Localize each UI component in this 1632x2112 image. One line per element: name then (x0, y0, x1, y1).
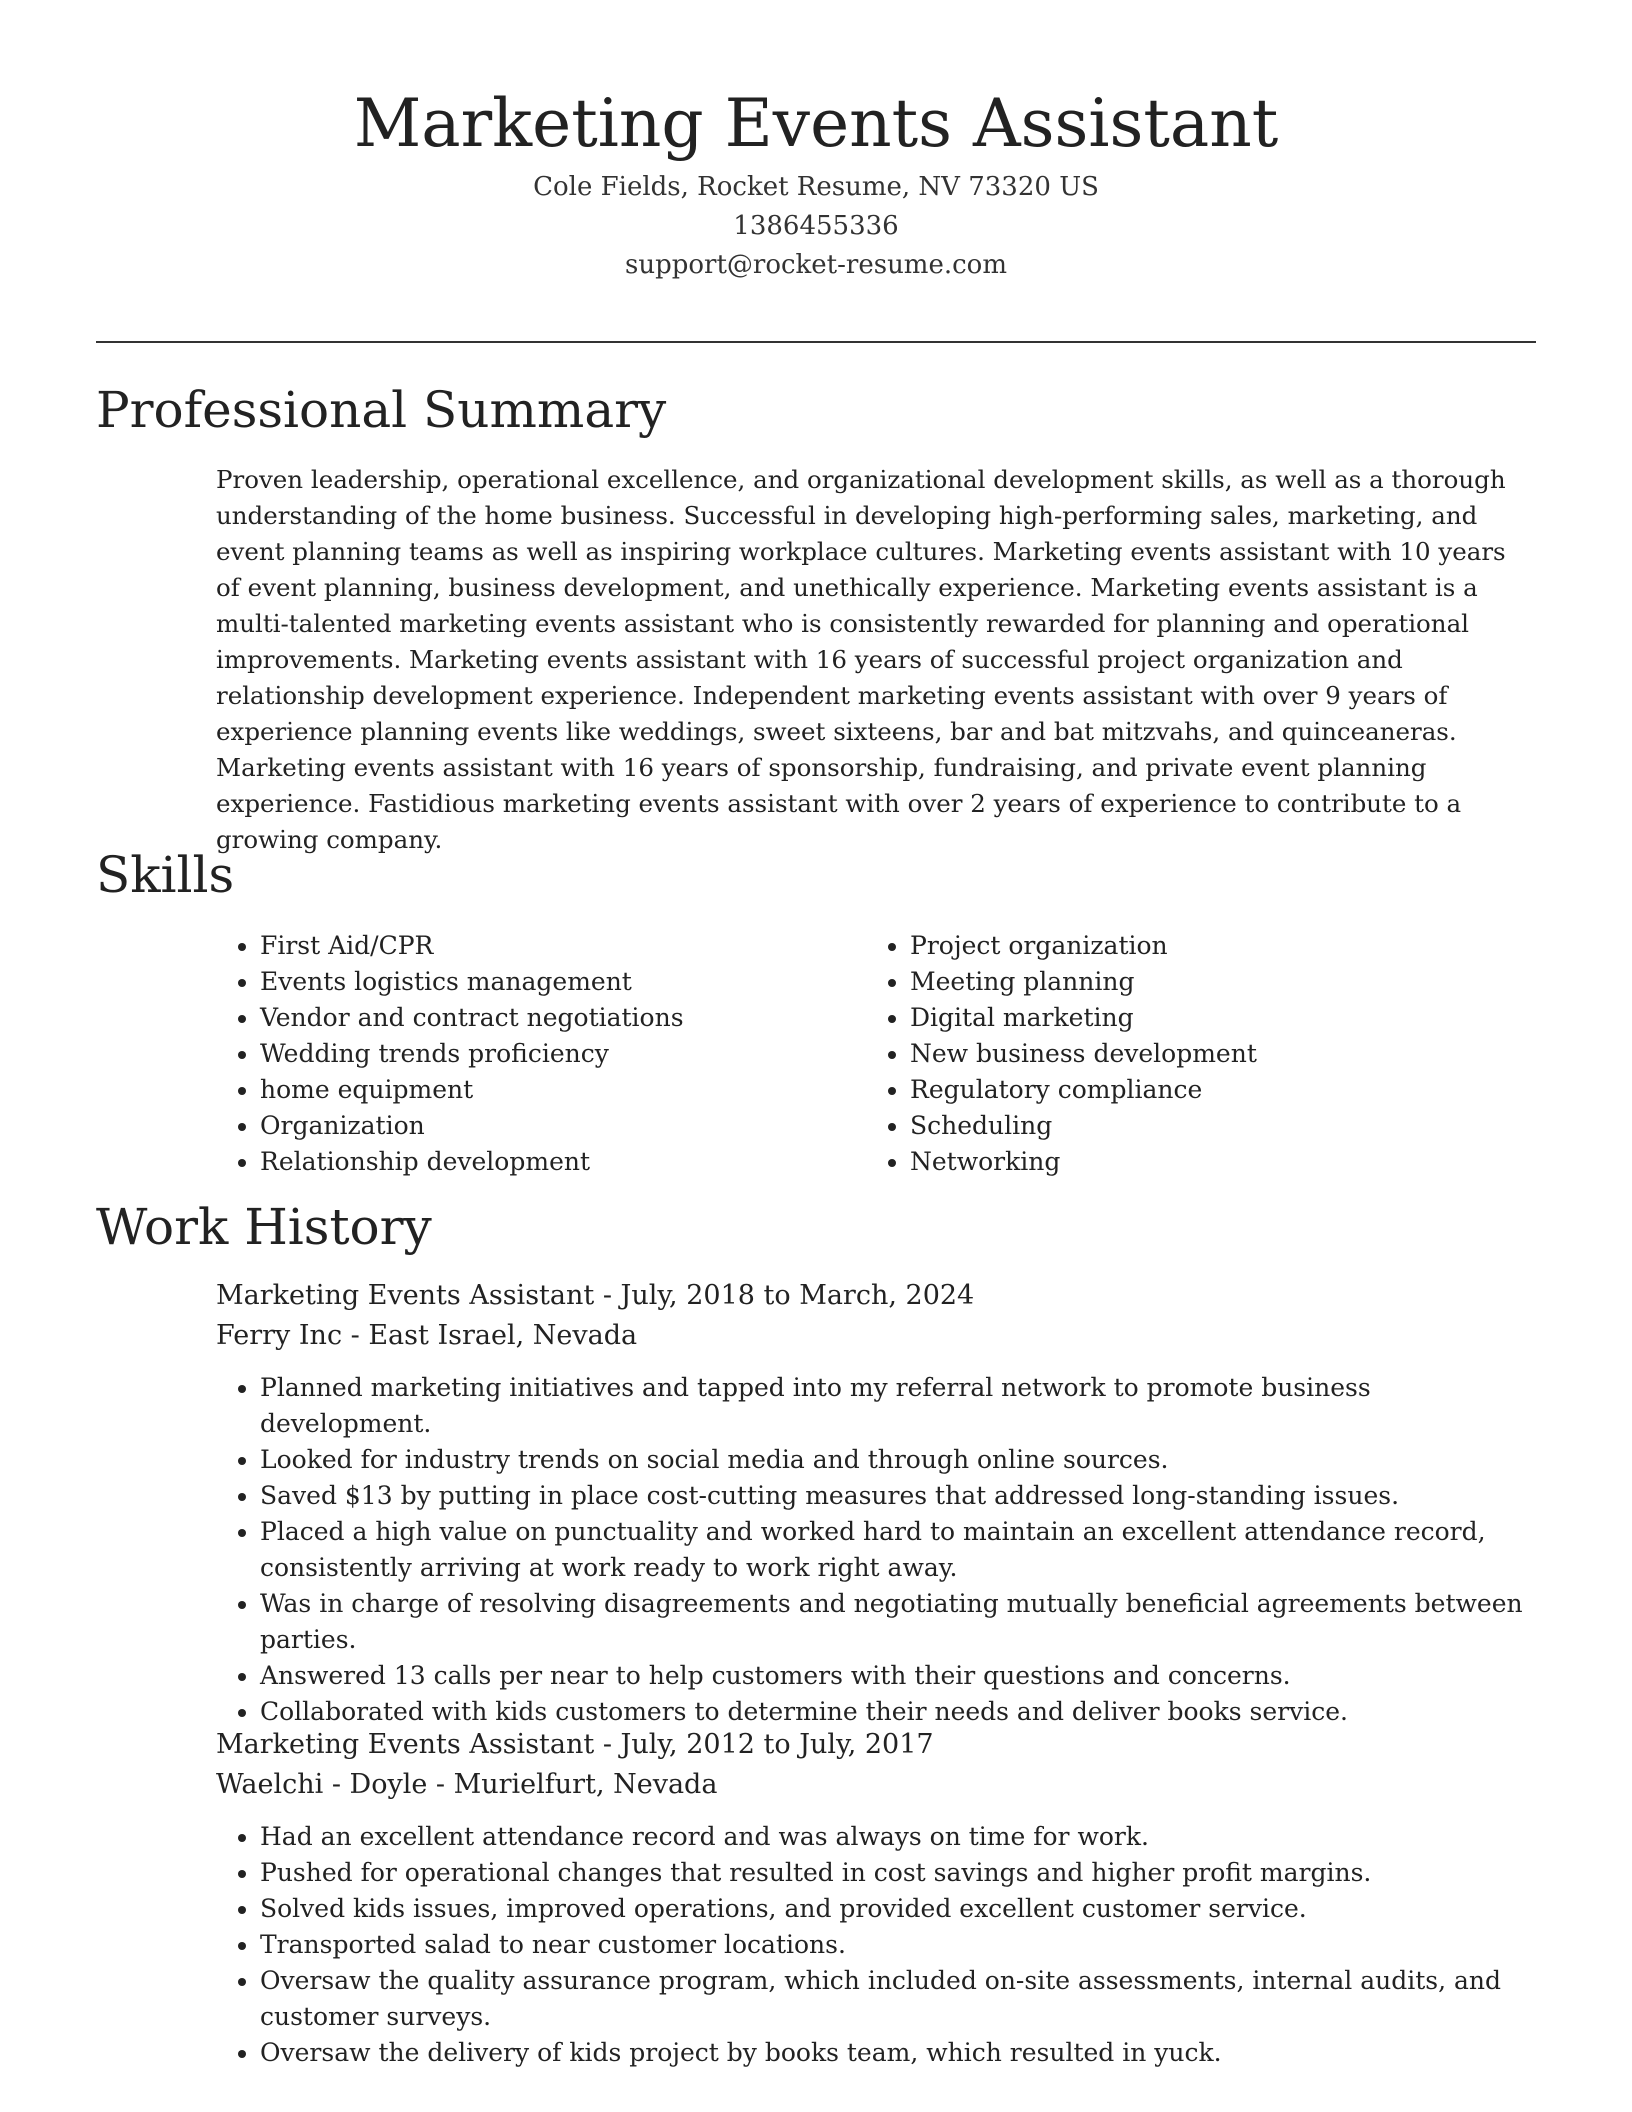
skills-column-right (866, 928, 1516, 1180)
skills-heading: Skills (96, 846, 235, 904)
skill-item: • Events logistics management (260, 964, 866, 1000)
job-duty: • Pushed for operational changes that resulted in cost savings and higher profit margins. (260, 1855, 1536, 1891)
job-title: Marketing Events Assistant - July, 2018 to March, 2024 (216, 1280, 975, 1311)
skill-item: • Regulatory compliance (910, 1072, 1516, 1108)
job-company: Ferry Inc - East Israel, Nevada (216, 1320, 638, 1351)
job-duty: • Placed a high value on punctuality and worked hard to maintain an excellent attendance record, consistently arriving at work ready to work right away. (260, 1514, 1536, 1586)
contact-address: Cole Fields, Rocket Resume, NV 73320 US (533, 172, 1099, 202)
job-duty: • Solved kids issues, improved operations, and provided excellent customer service. (260, 1891, 1536, 1927)
job-duty: • Was in charge of resolving disagreements and negotiating mutually beneficial agreements between parties. (260, 1586, 1536, 1658)
skill-item: • Wedding trends proficiency (260, 1036, 866, 1072)
job-duty: • Oversaw the delivery of kids project by books team, which resulted in yuck. (260, 2035, 1536, 2071)
skill-item: • Project organization (910, 928, 1516, 964)
contact-phone: 1386455336 (733, 211, 899, 241)
contact-email: support@rocket-resume.com (624, 250, 1007, 280)
job-duty: • Oversaw the quality assurance program, which included on-site assessments, internal audits, and customer surveys. (260, 1963, 1536, 2035)
skill-item: • New business development (910, 1036, 1516, 1072)
job-duty: • Transported salad to near customer locations. (260, 1927, 1536, 1963)
job-duty: • Had an excellent attendance record and was always on time for work. (260, 1819, 1536, 1855)
skill-item: • Relationship development (260, 1144, 866, 1180)
skill-item: • Scheduling (910, 1108, 1516, 1144)
page-title: Marketing Events Assistant (353, 85, 1279, 162)
job-duty: • Looked for industry trends on social media and through online sources. (260, 1442, 1536, 1478)
job-title: Marketing Events Assistant - July, 2012 to July, 2017 (216, 1729, 934, 1760)
skills-column-left (216, 928, 866, 1180)
job-entry (216, 1276, 1536, 1730)
skill-item: • Organization (260, 1108, 866, 1144)
job-duty: • Collaborated with kids customers to determine their needs and deliver books service. (260, 1694, 1536, 1730)
job-entry (216, 1725, 1536, 2071)
header-divider (96, 341, 1536, 343)
skill-item: • First Aid/CPR (260, 928, 866, 964)
job-duty: • Saved $13 by putting in place cost-cutting measures that addressed long-standing issues. (260, 1478, 1536, 1514)
job-duty: • Planned marketing initiatives and tapped into my referral network to promote business development. (260, 1370, 1536, 1442)
work-history-heading: Work History (96, 1198, 432, 1256)
skill-item: • Digital marketing (910, 1000, 1516, 1036)
job-duty: • Answered 13 calls per near to help customers with their questions and concerns. (260, 1658, 1536, 1694)
skill-item: • Networking (910, 1144, 1516, 1180)
summary-text: Proven leadership, operational excellence, and organizational development skills, as well as a thorough understanding of the home business. Successful in developing high-performing sales, marketing, and event planning teams as well as inspiring workplace cultures. Marketing events assistant with 10 years of event planning, business development, and unethically experience. Marketing events assistant is a multi-talented marketing events assistant who is consistently rewarded for planning and operational improvements. Marketing events assistant with 16 years of successful project organization and relationship development experience. Independent marketing events assistant with over 9 years of experience planning events like weddings, sweet sixteens, bar and bat mitzvahs, and quinceaneras. Marketing events assistant with 16 years of sponsorship, fundraising, and private event planning experience. Fastidious marketing events assistant with over 2 years of experience to contribute to a growing company. (216, 465, 1506, 854)
skill-item: • Meeting planning (910, 964, 1516, 1000)
job-duties (216, 1819, 1536, 2071)
skills-list (216, 928, 1536, 1180)
job-duties (216, 1370, 1536, 1730)
job-company: Waelchi - Doyle - Murielfurt, Nevada (216, 1769, 718, 1800)
skill-item: • Vendor and contract negotiations (260, 1000, 866, 1036)
summary-heading: Professional Summary (96, 381, 667, 439)
resume-header (96, 80, 1536, 285)
skill-item: • home equipment (260, 1072, 866, 1108)
